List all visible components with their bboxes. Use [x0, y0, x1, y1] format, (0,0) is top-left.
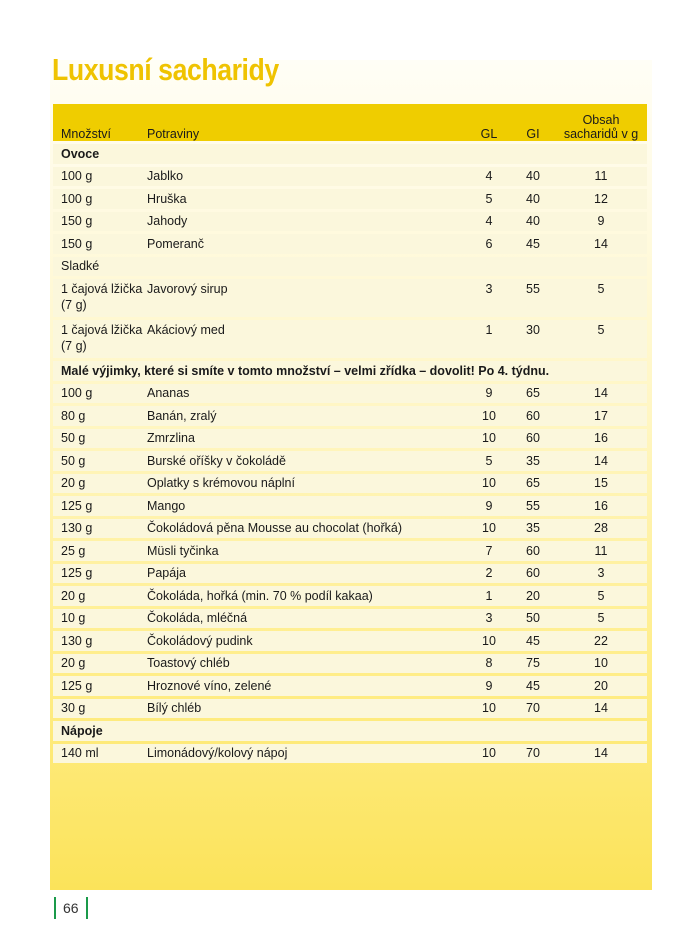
gi-cell: 30: [511, 320, 555, 358]
quantity-cell: 100 g: [53, 167, 147, 187]
gl-cell: 10: [467, 406, 511, 426]
carbs-cell: 10: [555, 654, 647, 674]
gl-cell: 5: [467, 189, 511, 209]
carbs-cell: 11: [555, 541, 647, 561]
gi-cell: 55: [511, 279, 555, 317]
gl-cell: 10: [467, 519, 511, 539]
gl-cell: 9: [467, 496, 511, 516]
table-row: [53, 279, 647, 317]
food-cell: Toastový chléb: [147, 654, 467, 674]
gi-cell: 65: [511, 384, 555, 404]
quantity-cell: 30 g: [53, 699, 147, 719]
carbs-cell: 14: [555, 744, 647, 764]
food-cell: Javorový sirup: [147, 279, 467, 317]
section-title: Malé výjimky, které si smíte v tomto množství – velmi zřídka – dovolit! Po 4. týdnu.: [53, 361, 647, 381]
table-row: [53, 234, 647, 254]
food-cell: Zmrzlina: [147, 429, 467, 449]
quantity-cell: 20 g: [53, 474, 147, 494]
food-cell: Bílý chléb: [147, 699, 467, 719]
quantity-cell: 140 ml: [53, 744, 147, 764]
gl-cell: 10: [467, 744, 511, 764]
section-row-drinks: [53, 721, 647, 741]
carbs-cell: 12: [555, 189, 647, 209]
gl-cell: 4: [467, 167, 511, 187]
food-cell: Čokoládová pěna Mousse au chocolat (hořká): [147, 519, 467, 539]
gl-cell: 8: [467, 654, 511, 674]
table-header-row: [53, 104, 647, 141]
table-row: [53, 429, 647, 449]
table-row: [53, 519, 647, 539]
gl-cell: 9: [467, 384, 511, 404]
gi-cell: 35: [511, 519, 555, 539]
carbs-cell: 5: [555, 320, 647, 358]
gi-cell: 20: [511, 586, 555, 606]
food-cell: Jahody: [147, 212, 467, 232]
quantity-cell: 150 g: [53, 234, 147, 254]
carbohydrates-table: [53, 101, 647, 766]
food-cell: Banán, zralý: [147, 406, 467, 426]
header-carbs-line2: sacharidů v g: [563, 127, 639, 141]
section-row-sweet: [53, 257, 647, 277]
section-row-fruit: [53, 144, 647, 164]
gi-cell: 60: [511, 541, 555, 561]
gi-cell: 60: [511, 406, 555, 426]
gi-cell: 60: [511, 564, 555, 584]
table-row: [53, 744, 647, 764]
carbs-cell: 16: [555, 429, 647, 449]
food-cell: Papája: [147, 564, 467, 584]
table-row: [53, 384, 647, 404]
page-number: 66: [54, 897, 88, 919]
carbs-cell: 14: [555, 384, 647, 404]
gl-cell: 10: [467, 474, 511, 494]
header-food: Potraviny: [147, 104, 467, 141]
carbs-cell: 3: [555, 564, 647, 584]
table-row: [53, 167, 647, 187]
food-cell: Čokoládový pudink: [147, 631, 467, 651]
carbs-cell: 16: [555, 496, 647, 516]
section-row-exceptions: [53, 361, 647, 381]
food-cell: Pomeranč: [147, 234, 467, 254]
header-gi: GI: [511, 104, 555, 141]
carbs-cell: 22: [555, 631, 647, 651]
food-cell: Burské oříšky v čokoládě: [147, 451, 467, 471]
gl-cell: 1: [467, 320, 511, 358]
quantity-cell: 125 g: [53, 496, 147, 516]
gl-cell: 6: [467, 234, 511, 254]
quantity-cell: 1 čajová lžička (7 g): [53, 320, 147, 358]
table-row: [53, 654, 647, 674]
table-row: [53, 586, 647, 606]
gl-cell: 10: [467, 429, 511, 449]
page-title: Luxusní sacharidy: [52, 52, 279, 87]
quantity-cell: 80 g: [53, 406, 147, 426]
quantity-cell: 125 g: [53, 564, 147, 584]
header-carbs-line1: Obsah: [582, 113, 620, 127]
quantity-cell: 100 g: [53, 189, 147, 209]
gl-cell: 10: [467, 631, 511, 651]
table-row: [53, 631, 647, 651]
food-cell: Čokoláda, hořká (min. 70 % podíl kakaa): [147, 586, 467, 606]
carbs-cell: 17: [555, 406, 647, 426]
table-row: [53, 541, 647, 561]
table-row: [53, 676, 647, 696]
gi-cell: 65: [511, 474, 555, 494]
gl-cell: 9: [467, 676, 511, 696]
gi-cell: 45: [511, 631, 555, 651]
quantity-cell: 125 g: [53, 676, 147, 696]
food-cell: Akáciový med: [147, 320, 467, 358]
table-row: [53, 564, 647, 584]
food-cell: Jablko: [147, 167, 467, 187]
quantity-cell: 130 g: [53, 631, 147, 651]
food-cell: Čokoláda, mléčná: [147, 609, 467, 629]
gl-cell: 7: [467, 541, 511, 561]
quantity-cell: 130 g: [53, 519, 147, 539]
section-title: Ovoce: [53, 144, 647, 164]
quantity-cell: 20 g: [53, 654, 147, 674]
section-title: Sladké: [53, 257, 647, 277]
table-row: [53, 474, 647, 494]
gl-cell: 4: [467, 212, 511, 232]
gi-cell: 40: [511, 212, 555, 232]
food-cell: Hruška: [147, 189, 467, 209]
carbs-cell: 14: [555, 234, 647, 254]
carbs-cell: 5: [555, 279, 647, 317]
food-cell: Hroznové víno, zelené: [147, 676, 467, 696]
gl-cell: 3: [467, 609, 511, 629]
table-row: [53, 451, 647, 471]
quantity-cell: 10 g: [53, 609, 147, 629]
table-row: [53, 320, 647, 358]
quantity-cell: 100 g: [53, 384, 147, 404]
table-row: [53, 496, 647, 516]
gi-cell: 75: [511, 654, 555, 674]
gi-cell: 55: [511, 496, 555, 516]
table-row: [53, 212, 647, 232]
header-quantity: Množství: [53, 104, 147, 141]
carbs-cell: 5: [555, 609, 647, 629]
food-cell: Oplatky s krémovou náplní: [147, 474, 467, 494]
gl-cell: 2: [467, 564, 511, 584]
header-carbs: [555, 104, 647, 141]
table-row: [53, 406, 647, 426]
carbs-cell: 28: [555, 519, 647, 539]
gi-cell: 35: [511, 451, 555, 471]
carbs-cell: 14: [555, 699, 647, 719]
gi-cell: 40: [511, 167, 555, 187]
carbs-cell: 14: [555, 451, 647, 471]
quantity-cell: 50 g: [53, 451, 147, 471]
table-row: [53, 609, 647, 629]
quantity-cell: 1 čajová lžička (7 g): [53, 279, 147, 317]
header-gl: GL: [467, 104, 511, 141]
carbs-cell: 15: [555, 474, 647, 494]
carbs-cell: 11: [555, 167, 647, 187]
gi-cell: 50: [511, 609, 555, 629]
food-cell: Ananas: [147, 384, 467, 404]
quantity-cell: 50 g: [53, 429, 147, 449]
gl-cell: 1: [467, 586, 511, 606]
food-cell: Limonádový/kolový nápoj: [147, 744, 467, 764]
gl-cell: 3: [467, 279, 511, 317]
carbs-cell: 20: [555, 676, 647, 696]
gi-cell: 70: [511, 699, 555, 719]
gi-cell: 45: [511, 676, 555, 696]
food-cell: Mango: [147, 496, 467, 516]
gi-cell: 45: [511, 234, 555, 254]
quantity-cell: 25 g: [53, 541, 147, 561]
quantity-cell: 20 g: [53, 586, 147, 606]
table-row: [53, 189, 647, 209]
gl-cell: 10: [467, 699, 511, 719]
carbs-cell: 5: [555, 586, 647, 606]
table-row: [53, 699, 647, 719]
quantity-cell: 150 g: [53, 212, 147, 232]
gi-cell: 70: [511, 744, 555, 764]
gi-cell: 40: [511, 189, 555, 209]
section-title: Nápoje: [53, 721, 647, 741]
carbs-cell: 9: [555, 212, 647, 232]
gi-cell: 60: [511, 429, 555, 449]
gl-cell: 5: [467, 451, 511, 471]
food-cell: Müsli tyčinka: [147, 541, 467, 561]
